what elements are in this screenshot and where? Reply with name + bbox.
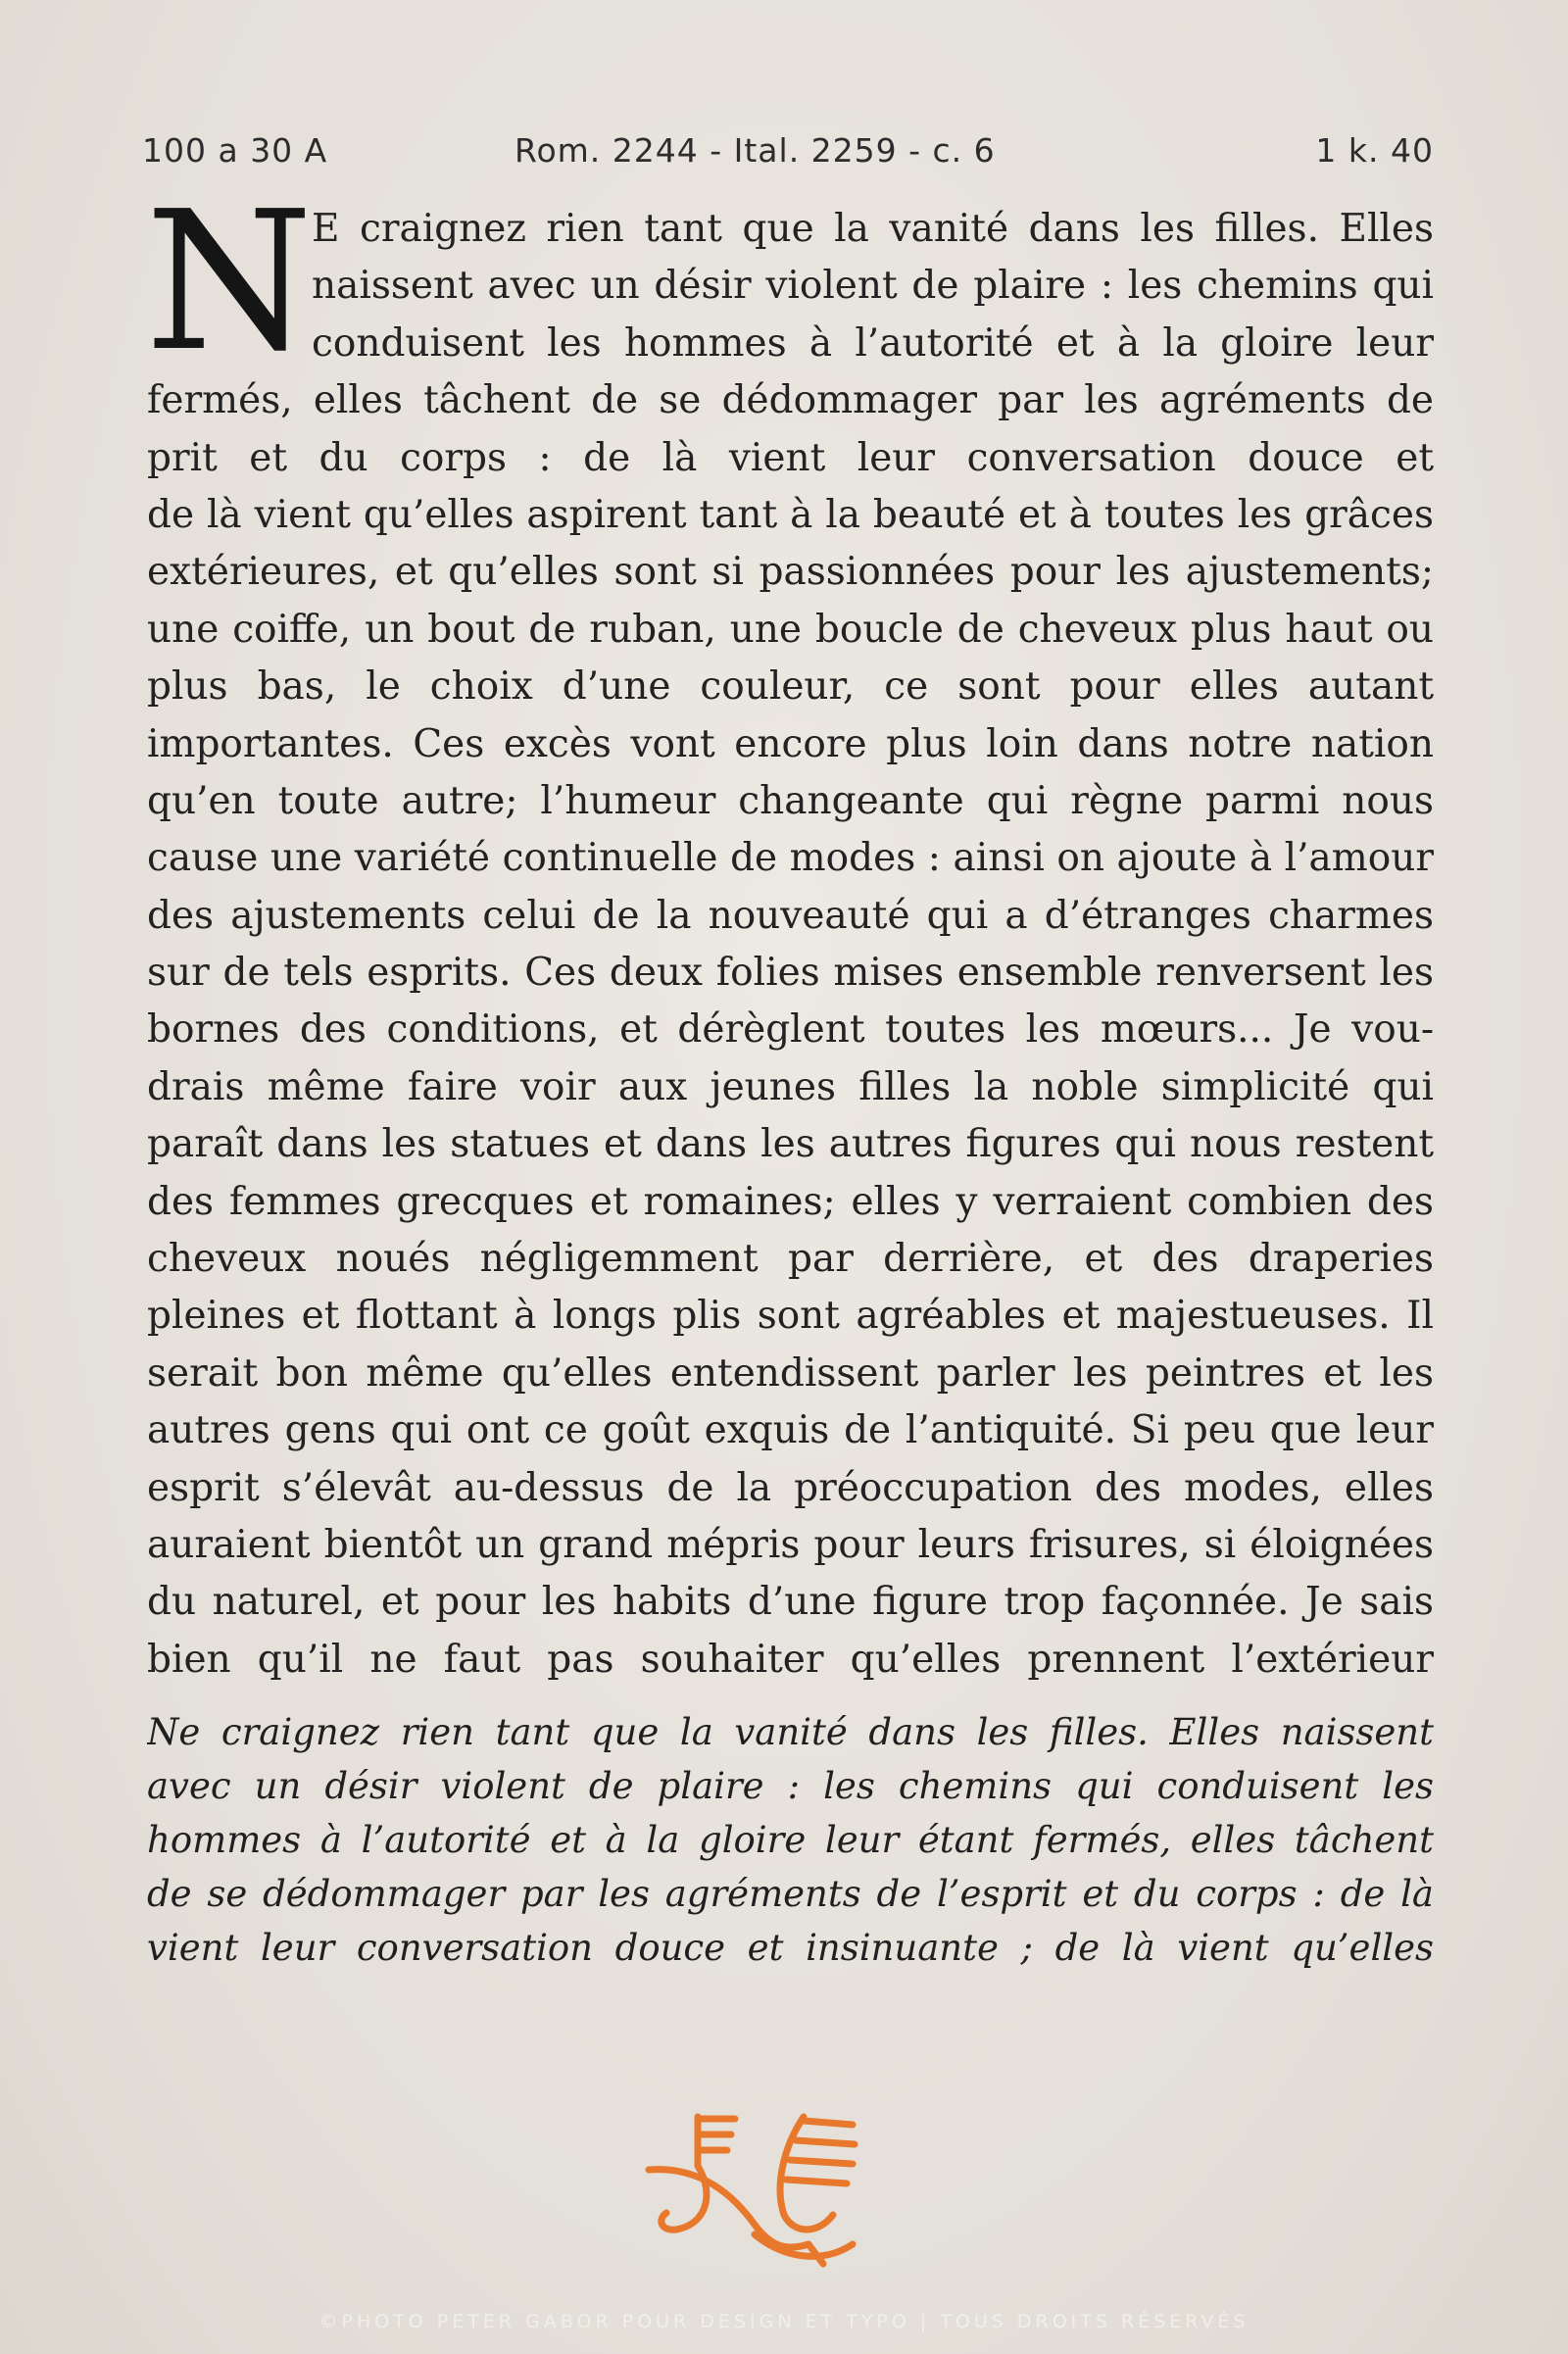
text-line: fermés, elles tâchent de se dédommager par les agréments de: [147, 378, 1434, 423]
text-line: une coiffe, un bout de ruban, une boucle de cheveux plus haut ou: [147, 607, 1434, 652]
text-line: serait bon même qu’elles entendissent parler les peintres et les: [147, 1350, 1434, 1396]
italic-line: vient leur conversation douce et insinuante ; de là vient qu’elles: [147, 1927, 1434, 1969]
text-line: plus bas, le choix d’une couleur, ce sont pour elles autant: [147, 664, 1434, 710]
text-line: des femmes grecques et romaines; elles y verraient combien des: [147, 1179, 1434, 1224]
text-line: naissent avec un désir violent de plaire : les chemins qui: [312, 264, 1434, 309]
text-line: qu’en toute autre; l’humeur changeante qui règne parmi nous: [147, 778, 1434, 823]
text-line: E craignez rien tant que la vanité dans les filles. Elles: [312, 207, 1434, 251]
text-line: auraient bientôt un grand mépris pour leurs frisures, si éloignées: [147, 1522, 1434, 1567]
text-line: cause une variété continuelle de modes : ainsi on ajoute à l’amour: [147, 836, 1434, 881]
text-line: prit et du corps : de là vient leur conversation douce et: [147, 435, 1434, 480]
text-line: de là vient qu’elles aspirent tant à la beauté et à toutes les grâces: [147, 492, 1434, 537]
text-line: cheveux noués négligemment par derrière, et des draperies: [147, 1237, 1434, 1282]
text-line: pleines et flottant à longs plis sont agréables et majestueuses. Il: [147, 1294, 1434, 1339]
font-reference: Rom. 2244 - Ital. 2259 - c. 6: [514, 131, 996, 170]
foundry-bird-logo-icon: [637, 2097, 892, 2274]
italic-text-block: [147, 1705, 1434, 1975]
text-line: du naturel, et pour les habits d’une figure trop façonnée. Je sais: [147, 1580, 1434, 1625]
photo-credit: ©PHOTO PETER GABOR POUR DESIGN ET TYPO | TOUS DROITS RÉSERVÉS: [318, 2311, 1250, 2332]
text-line: drais même faire voir aux jeunes filles la noble simplicité qui: [147, 1064, 1434, 1109]
italic-line: de se dédommager par les agréments de l’esprit et du corps : de là: [147, 1873, 1434, 1915]
text-line: autres gens qui ont ce goût exquis de l’antiquité. Si peu que leur: [147, 1408, 1434, 1453]
text-line: bornes des conditions, et dérèglent toutes les mœurs... Je vou-: [147, 1007, 1434, 1053]
italic-line: avec un désir violent de plaire : les chemins qui conduisent les: [147, 1765, 1434, 1807]
text-line: importantes. Ces excès vont encore plus loin dans notre nation: [147, 721, 1434, 766]
text-line: extérieures, et qu’elles sont si passionnées pour les ajustements;: [147, 550, 1434, 595]
text-line: bien qu’il ne faut pas souhaiter qu’elles prennent l’extérieur: [147, 1637, 1434, 1682]
text-line: esprit s’élevât au-dessus de la préoccupation des modes, elles: [147, 1465, 1434, 1510]
text-line: conduisent les hommes à l’autorité et à la gloire leur: [312, 320, 1434, 366]
drop-cap: N: [145, 171, 314, 394]
font-size-code: 100 a 30 A: [142, 131, 328, 170]
italic-line: Ne craignez rien tant que la vanité dans les filles. Elles naissent: [147, 1711, 1434, 1753]
specimen-header: [142, 131, 1434, 180]
weight-label: 1 k. 40: [1315, 131, 1434, 170]
text-line: paraît dans les statues et dans les autres figures qui nous restent: [147, 1122, 1434, 1167]
text-line: sur de tels esprits. Ces deux folies mises ensemble renversent les: [147, 951, 1434, 996]
roman-text-block: [145, 171, 1434, 1689]
italic-line: hommes à l’autorité et à la gloire leur étant fermés, elles tâchent: [147, 1819, 1434, 1861]
text-line: des ajustements celui de la nouveauté qui a d’étranges charmes: [147, 893, 1434, 938]
